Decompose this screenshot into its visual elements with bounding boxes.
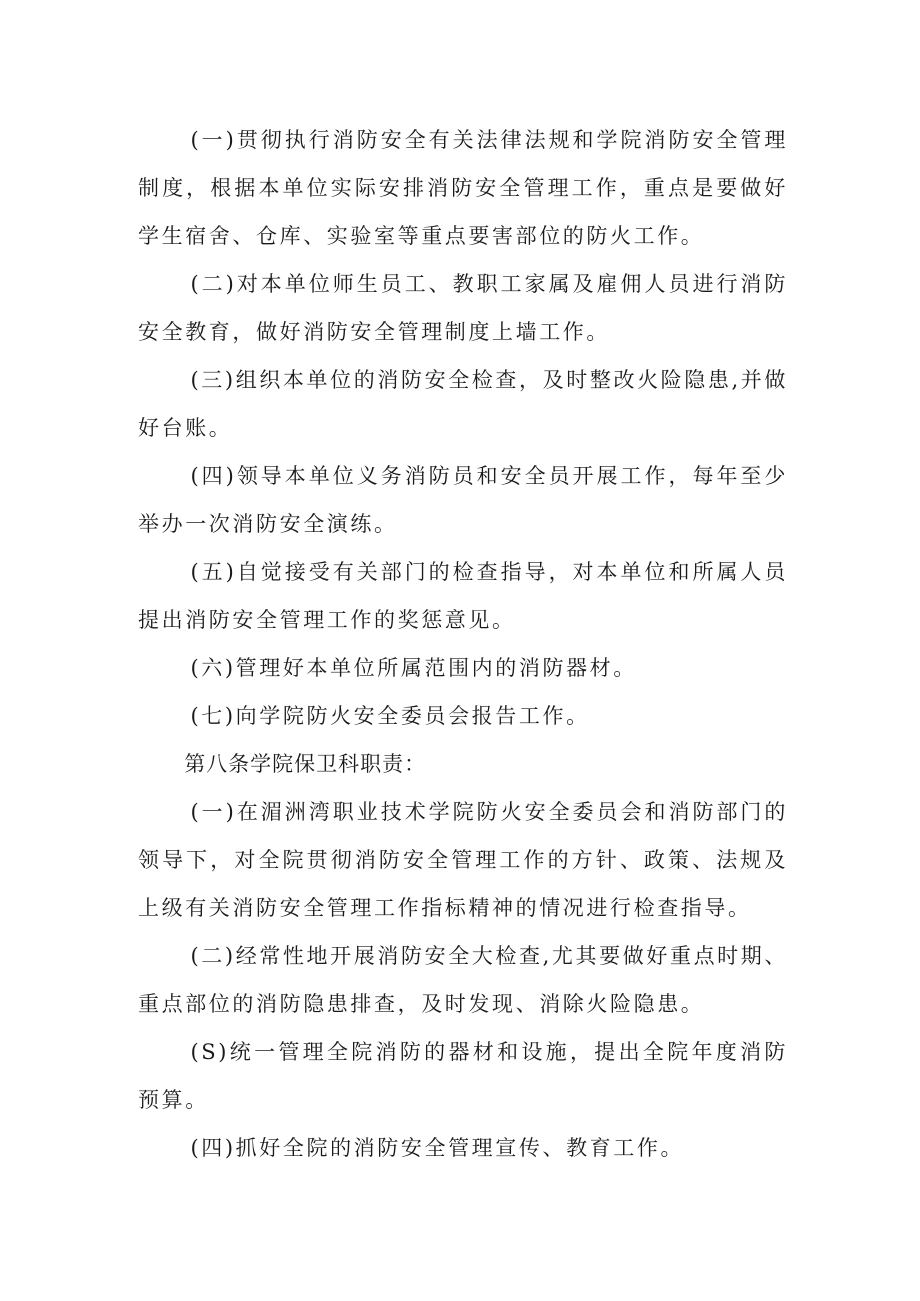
- paragraph-12-security-publicity: (四)抓好全院的消防安全管理宣传、教育工作。: [190, 1136, 685, 1160]
- paragraph-1-duty-enforce-regulations: (一)贯彻执行消防安全有关法律法规和学院消防安全管理制度，根据本单位实际安排消防安全管理工作，重点是要做好学生宿舍、仓库、实验室等重点要害部位的防火工作。: [138, 128, 788, 248]
- paragraph-4-duty-lead-firefighters: (四)领导本单位义务消防员和安全员开展工作，每年至少举办一次消防安全演练。: [138, 464, 788, 536]
- paragraph-3-duty-safety-inspection: (三)组织本单位的消防安全检查，及时整改火险隐患,并做好台账。: [138, 368, 788, 440]
- article-8-heading: 第八条学院保卫科职责：: [184, 752, 427, 776]
- paragraph-9-security-guidance: (一)在湄洲湾职业技术学院防火安全委员会和消防部门的领导下，对全院贯彻消防安全管理工作的方针、政策、法规及上级有关消防安全管理工作指标精神的情况进行检查指导。: [138, 800, 788, 920]
- paragraph-5-duty-accept-inspection: (五)自觉接受有关部门的检查指导，对本单位和所属人员提出消防安全管理工作的奖惩意见。: [138, 560, 788, 632]
- paragraph-10-security-inspection: (二)经常性地开展消防安全大检查,尤其要做好重点时期、重点部位的消防隐患排查，及时发现、消除火险隐患。: [138, 944, 788, 1016]
- paragraph-6-duty-manage-equipment: (六)管理好本单位所属范围内的消防器材。: [190, 656, 637, 680]
- paragraph-2-duty-safety-education: (二)对本单位师生员工、教职工家属及雇佣人员进行消防安全教育，做好消防安全管理制度上墙工作。: [138, 272, 788, 344]
- paragraph-7-duty-report: (七)向学院防火安全委员会报告工作。: [190, 704, 590, 728]
- paragraph-11-security-equipment-budget: (S)统一管理全院消防的器材和设施，提出全院年度消防预算。: [138, 1040, 788, 1112]
- document-body: [138, 116, 788, 1172]
